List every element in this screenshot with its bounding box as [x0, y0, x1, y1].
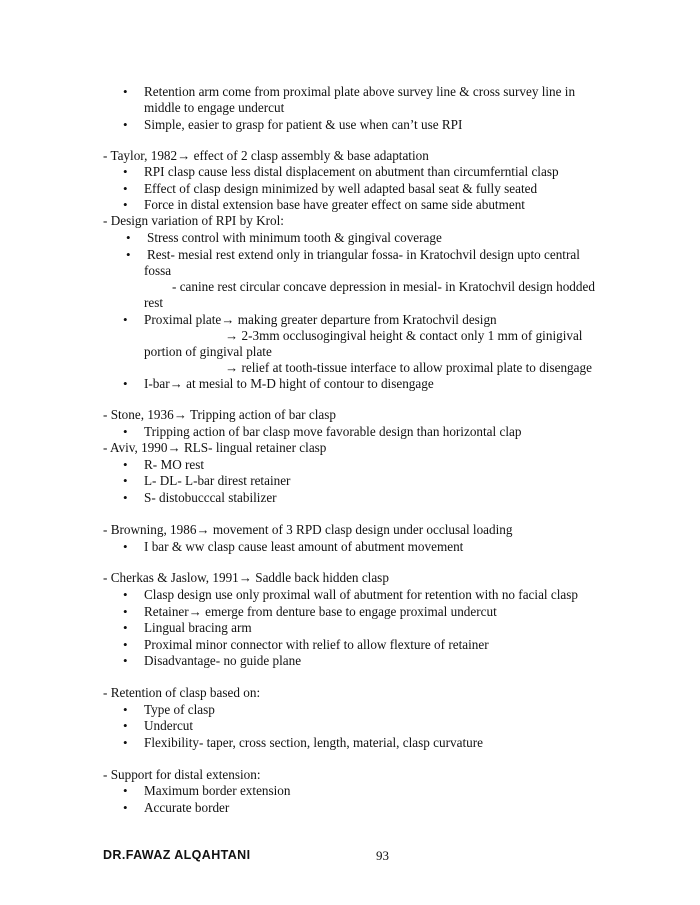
- bullet-item: • Type of clasp: [144, 702, 215, 718]
- continuation-line: fossa: [144, 263, 172, 278]
- section-heading: - Aviv, 1990→ RLS- lingual retainer clasp: [103, 440, 327, 455]
- section-heading: - Support for distal extension:: [103, 767, 261, 782]
- continuation-line: portion of gingival plate: [144, 344, 272, 359]
- bullet-item: • Proximal minor connector with relief to allow flexture of retainer: [144, 637, 489, 653]
- bullet-item: • S- distobucccal stabilizer: [144, 490, 277, 506]
- bullet-item: • RPI clasp cause less distal displacement on abutment than circumferntial clasp: [144, 164, 559, 180]
- bullet-item: • Clasp design use only proximal wall of abutment for retention with no facial clasp: [144, 587, 578, 603]
- bullet-item: • Retainer→ emerge from denture base to engage proximal undercut: [144, 604, 497, 620]
- bullet-item: • Flexibility- taper, cross section, length, material, clasp curvature: [144, 735, 483, 751]
- section-heading: - Retention of clasp based on:: [103, 685, 261, 700]
- bullet-item: • Proximal plate→ making greater departure from Kratochvil design: [144, 312, 497, 328]
- bullet-item: • Disadvantage- no guide plane: [144, 653, 301, 669]
- continuation-line: → 2-3mm occlusogingival height & contact only 1 mm of ginigival: [225, 328, 583, 343]
- bullet-item: • Effect of clasp design minimized by well adapted basal seat & fully seated: [144, 181, 537, 197]
- section-heading: - Taylor, 1982→ effect of 2 clasp assembly & base adaptation: [103, 148, 429, 163]
- page-number: 93: [376, 848, 389, 863]
- section-heading: - Cherkas & Jaslow, 1991→ Saddle back hidden clasp: [103, 570, 389, 585]
- bullet-item: • L- DL- L-bar direst retainer: [144, 473, 290, 489]
- continuation-line: - canine rest circular concave depression in mesial- in Kratochvil design hodded: [172, 279, 595, 294]
- bullet-item: • Accurate border: [144, 800, 229, 816]
- bullet-item: • Undercut: [144, 718, 193, 734]
- bullet-item: • I bar & ww clasp cause least amount of abutment movement: [144, 539, 463, 555]
- footer-author: DR.FAWAZ ALQAHTANI: [103, 848, 251, 862]
- bullet-item: • Retention arm come from proximal plate above survey line & cross survey line in: [144, 84, 575, 100]
- bullet-item: • R- MO rest: [144, 457, 204, 473]
- bullet-item: • Maximum border extension: [144, 783, 291, 799]
- bullet-item: • Force in distal extension base have greater effect on same side abutment: [144, 197, 525, 213]
- section-heading: - Browning, 1986→ movement of 3 RPD clasp design under occlusal loading: [103, 522, 513, 537]
- bullet-item: • Lingual bracing arm: [144, 620, 252, 636]
- section-heading: - Stone, 1936→ Tripping action of bar clasp: [103, 407, 336, 422]
- continuation-line: → relief at tooth-tissue interface to allow proximal plate to disengage: [225, 360, 592, 375]
- continuation-line: rest: [144, 295, 164, 310]
- bullet-item: • Tripping action of bar clasp move favorable design than horizontal clap: [144, 424, 521, 440]
- bullet-item: • I-bar→ at mesial to M-D hight of contour to disengage: [144, 376, 434, 392]
- section-heading: - Design variation of RPI by Krol:: [103, 213, 284, 228]
- bullet-item: • Stress control with minimum tooth & gingival coverage: [147, 230, 442, 246]
- continuation-line: middle to engage undercut: [144, 100, 285, 115]
- bullet-item: • Simple, easier to grasp for patient & use when can’t use RPI: [144, 117, 462, 133]
- bullet-item: • Rest- mesial rest extend only in triangular fossa- in Kratochvil design upto central: [147, 247, 580, 263]
